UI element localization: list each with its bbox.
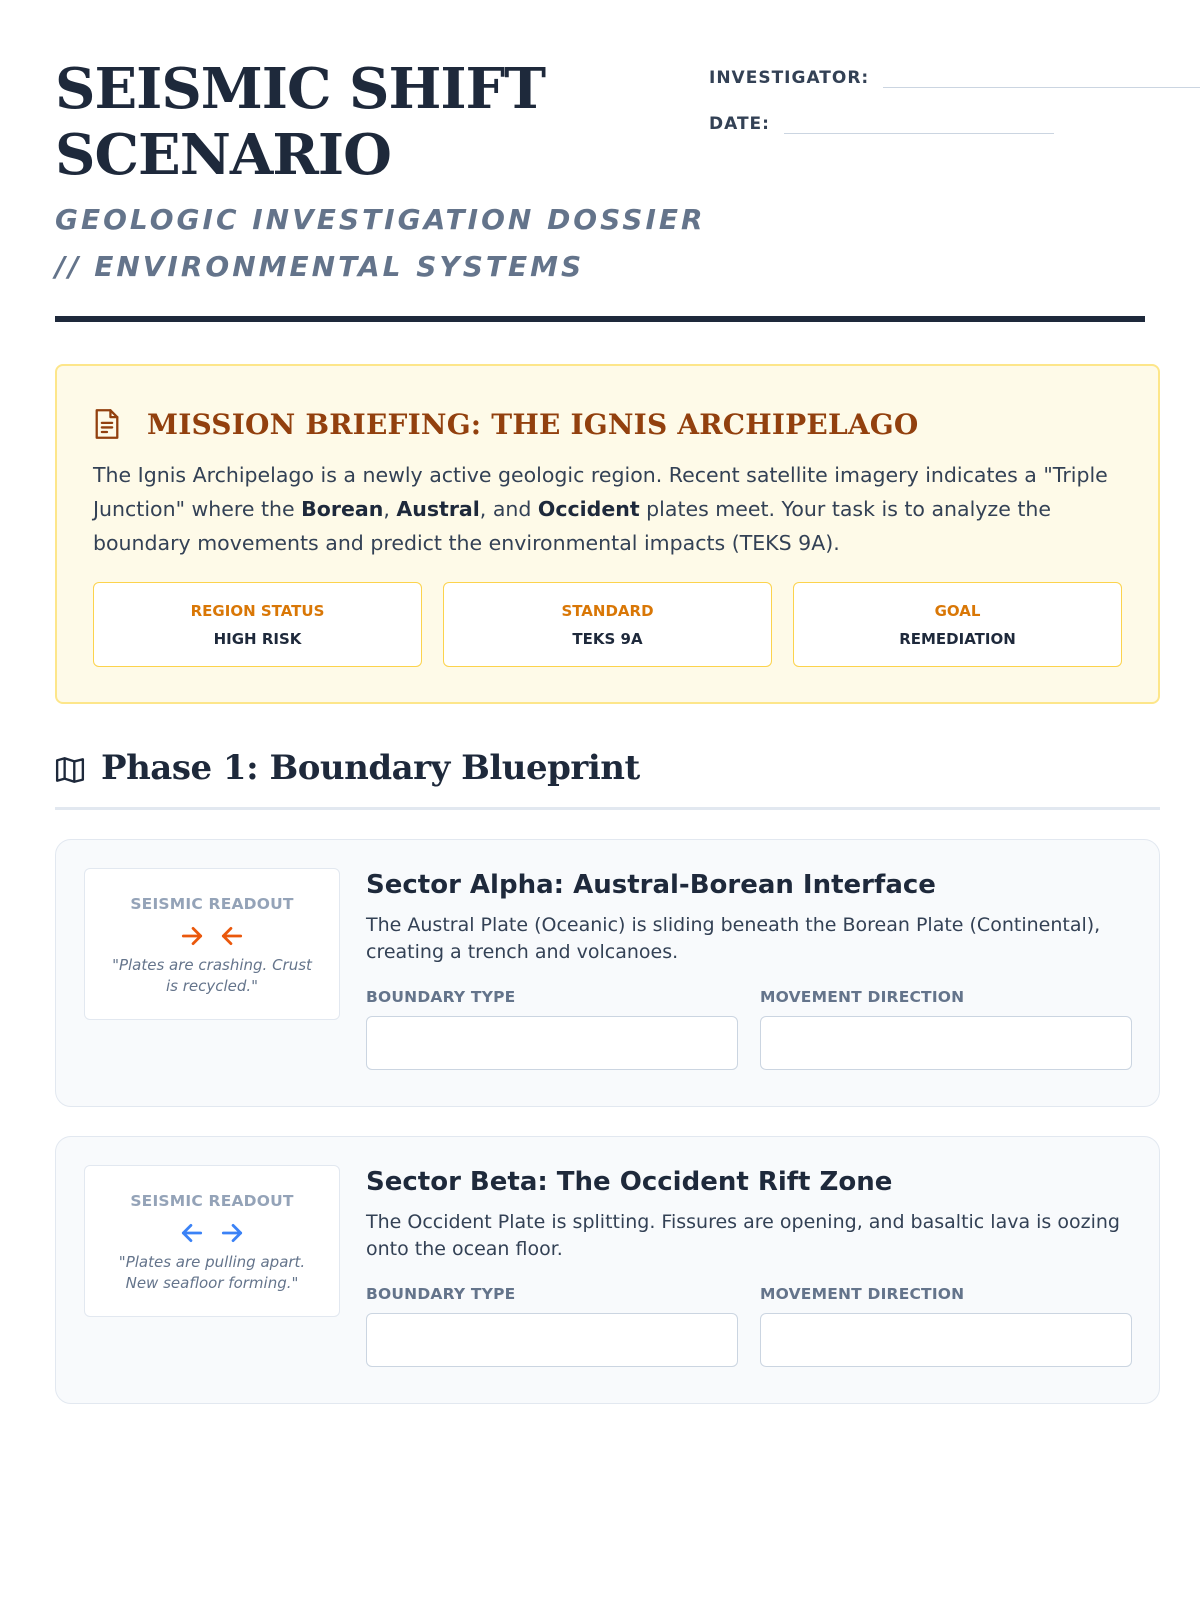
meta-fields [709,58,1200,150]
stat-label: STANDARD [561,602,654,620]
arrow-right-icon [179,923,205,949]
sector-fields [366,988,1136,1070]
subtitle-line-1: GEOLOGIC INVESTIGATION DOSSIER [55,203,706,236]
briefing-stats [93,582,1122,667]
quote-line-1: "Plates are pulling apart. [118,1253,306,1271]
date-label: DATE: [709,114,770,134]
briefing-title: MISSION BRIEFING: THE IGNIS ARCHIPELAGO [147,407,919,441]
phase-title: Phase 1: Boundary Blueprint [101,748,640,788]
sector-description: The Austral Plate (Oceanic) is sliding beneath the Borean Plate (Continental), creating a trench and volcanoes. [366,914,1101,963]
investigator-field[interactable] [883,66,1200,88]
header [55,0,1145,322]
boundary-type-input[interactable] [366,1313,738,1367]
briefing-separator-1: , [383,497,397,521]
readout-label: SEISMIC READOUT [130,1192,294,1210]
plate-name-borean: Borean [301,497,384,521]
boundary-type-group [366,1285,738,1367]
stat-value: HIGH RISK [213,630,302,648]
boundary-type-input[interactable] [366,1016,738,1070]
title-line-1: SEISMIC SHIFT [55,56,545,122]
seismic-readout [84,1165,340,1317]
readout-label: SEISMIC READOUT [130,895,294,913]
sector-body [366,1167,1136,1367]
movement-direction-label: MOVEMENT DIRECTION [760,1285,965,1303]
stat-label: GOAL [934,602,981,620]
date-field[interactable] [784,112,1054,134]
page-subtitle [55,196,715,290]
stat-value: TEKS 9A [572,630,643,648]
sector-body [366,870,1136,1070]
briefing-header [93,404,1122,444]
investigator-label: INVESTIGATOR: [709,68,870,88]
phase-heading [55,748,1160,810]
header-divider [55,316,1145,322]
briefing-text-part-2: plates meet. Your task is to analyze the boundary movements and predict the environmental impacts (TEKS 9A). [93,497,1051,555]
plate-name-austral: Austral [396,497,480,521]
sector-fields [366,1285,1136,1367]
movement-direction-label: MOVEMENT DIRECTION [760,988,965,1006]
sector-title: Sector Beta: The Occident Rift Zone [366,1167,893,1197]
sector-title: Sector Alpha: Austral-Borean Interface [366,870,936,900]
page-title [55,56,655,188]
stat-standard [443,582,772,667]
sector-card-beta [55,1136,1160,1404]
movement-direction-input[interactable] [760,1016,1132,1070]
boundary-type-label: BOUNDARY TYPE [366,988,516,1006]
stat-region-status [93,582,422,667]
diverging-arrows [85,1220,339,1248]
movement-direction-group [760,988,1132,1070]
converging-arrows [85,923,339,951]
movement-direction-input[interactable] [760,1313,1132,1367]
quote-line-2: is recycled." [165,977,259,995]
title-line-2: SCENARIO [55,122,391,188]
briefing-text [93,458,1122,560]
map-icon [55,756,85,784]
readout-quote [85,1252,339,1294]
arrow-left-icon [179,1220,205,1246]
sector-description: The Occident Plate is splitting. Fissures are opening, and basaltic lava is oozing onto the ocean floor. [366,1211,1120,1260]
seismic-readout [84,868,340,1020]
arrow-left-icon [219,923,245,949]
investigator-row [709,58,1200,88]
stat-goal [793,582,1122,667]
mission-briefing [55,364,1160,704]
document-icon [93,408,121,440]
movement-direction-group [760,1285,1132,1367]
quote-line-2: New seafloor forming." [125,1274,299,1292]
boundary-type-label: BOUNDARY TYPE [366,1285,516,1303]
boundary-type-group [366,988,738,1070]
briefing-text-part-1: The Ignis Archipelago is a newly active geologic region. Recent satellite imagery indicates a "Triple Junction" where the [93,463,1108,521]
sector-card-alpha [55,839,1160,1107]
date-row [709,104,1200,134]
plate-name-occident: Occident [537,497,640,521]
quote-line-1: "Plates are crashing. Crust [112,956,312,974]
stat-value: REMEDIATION [899,630,1016,648]
arrow-right-icon [219,1220,245,1246]
briefing-separator-2: , and [479,497,538,521]
subtitle-line-2: // ENVIRONMENTAL SYSTEMS [55,250,585,283]
readout-quote [85,955,339,997]
stat-label: REGION STATUS [190,602,325,620]
